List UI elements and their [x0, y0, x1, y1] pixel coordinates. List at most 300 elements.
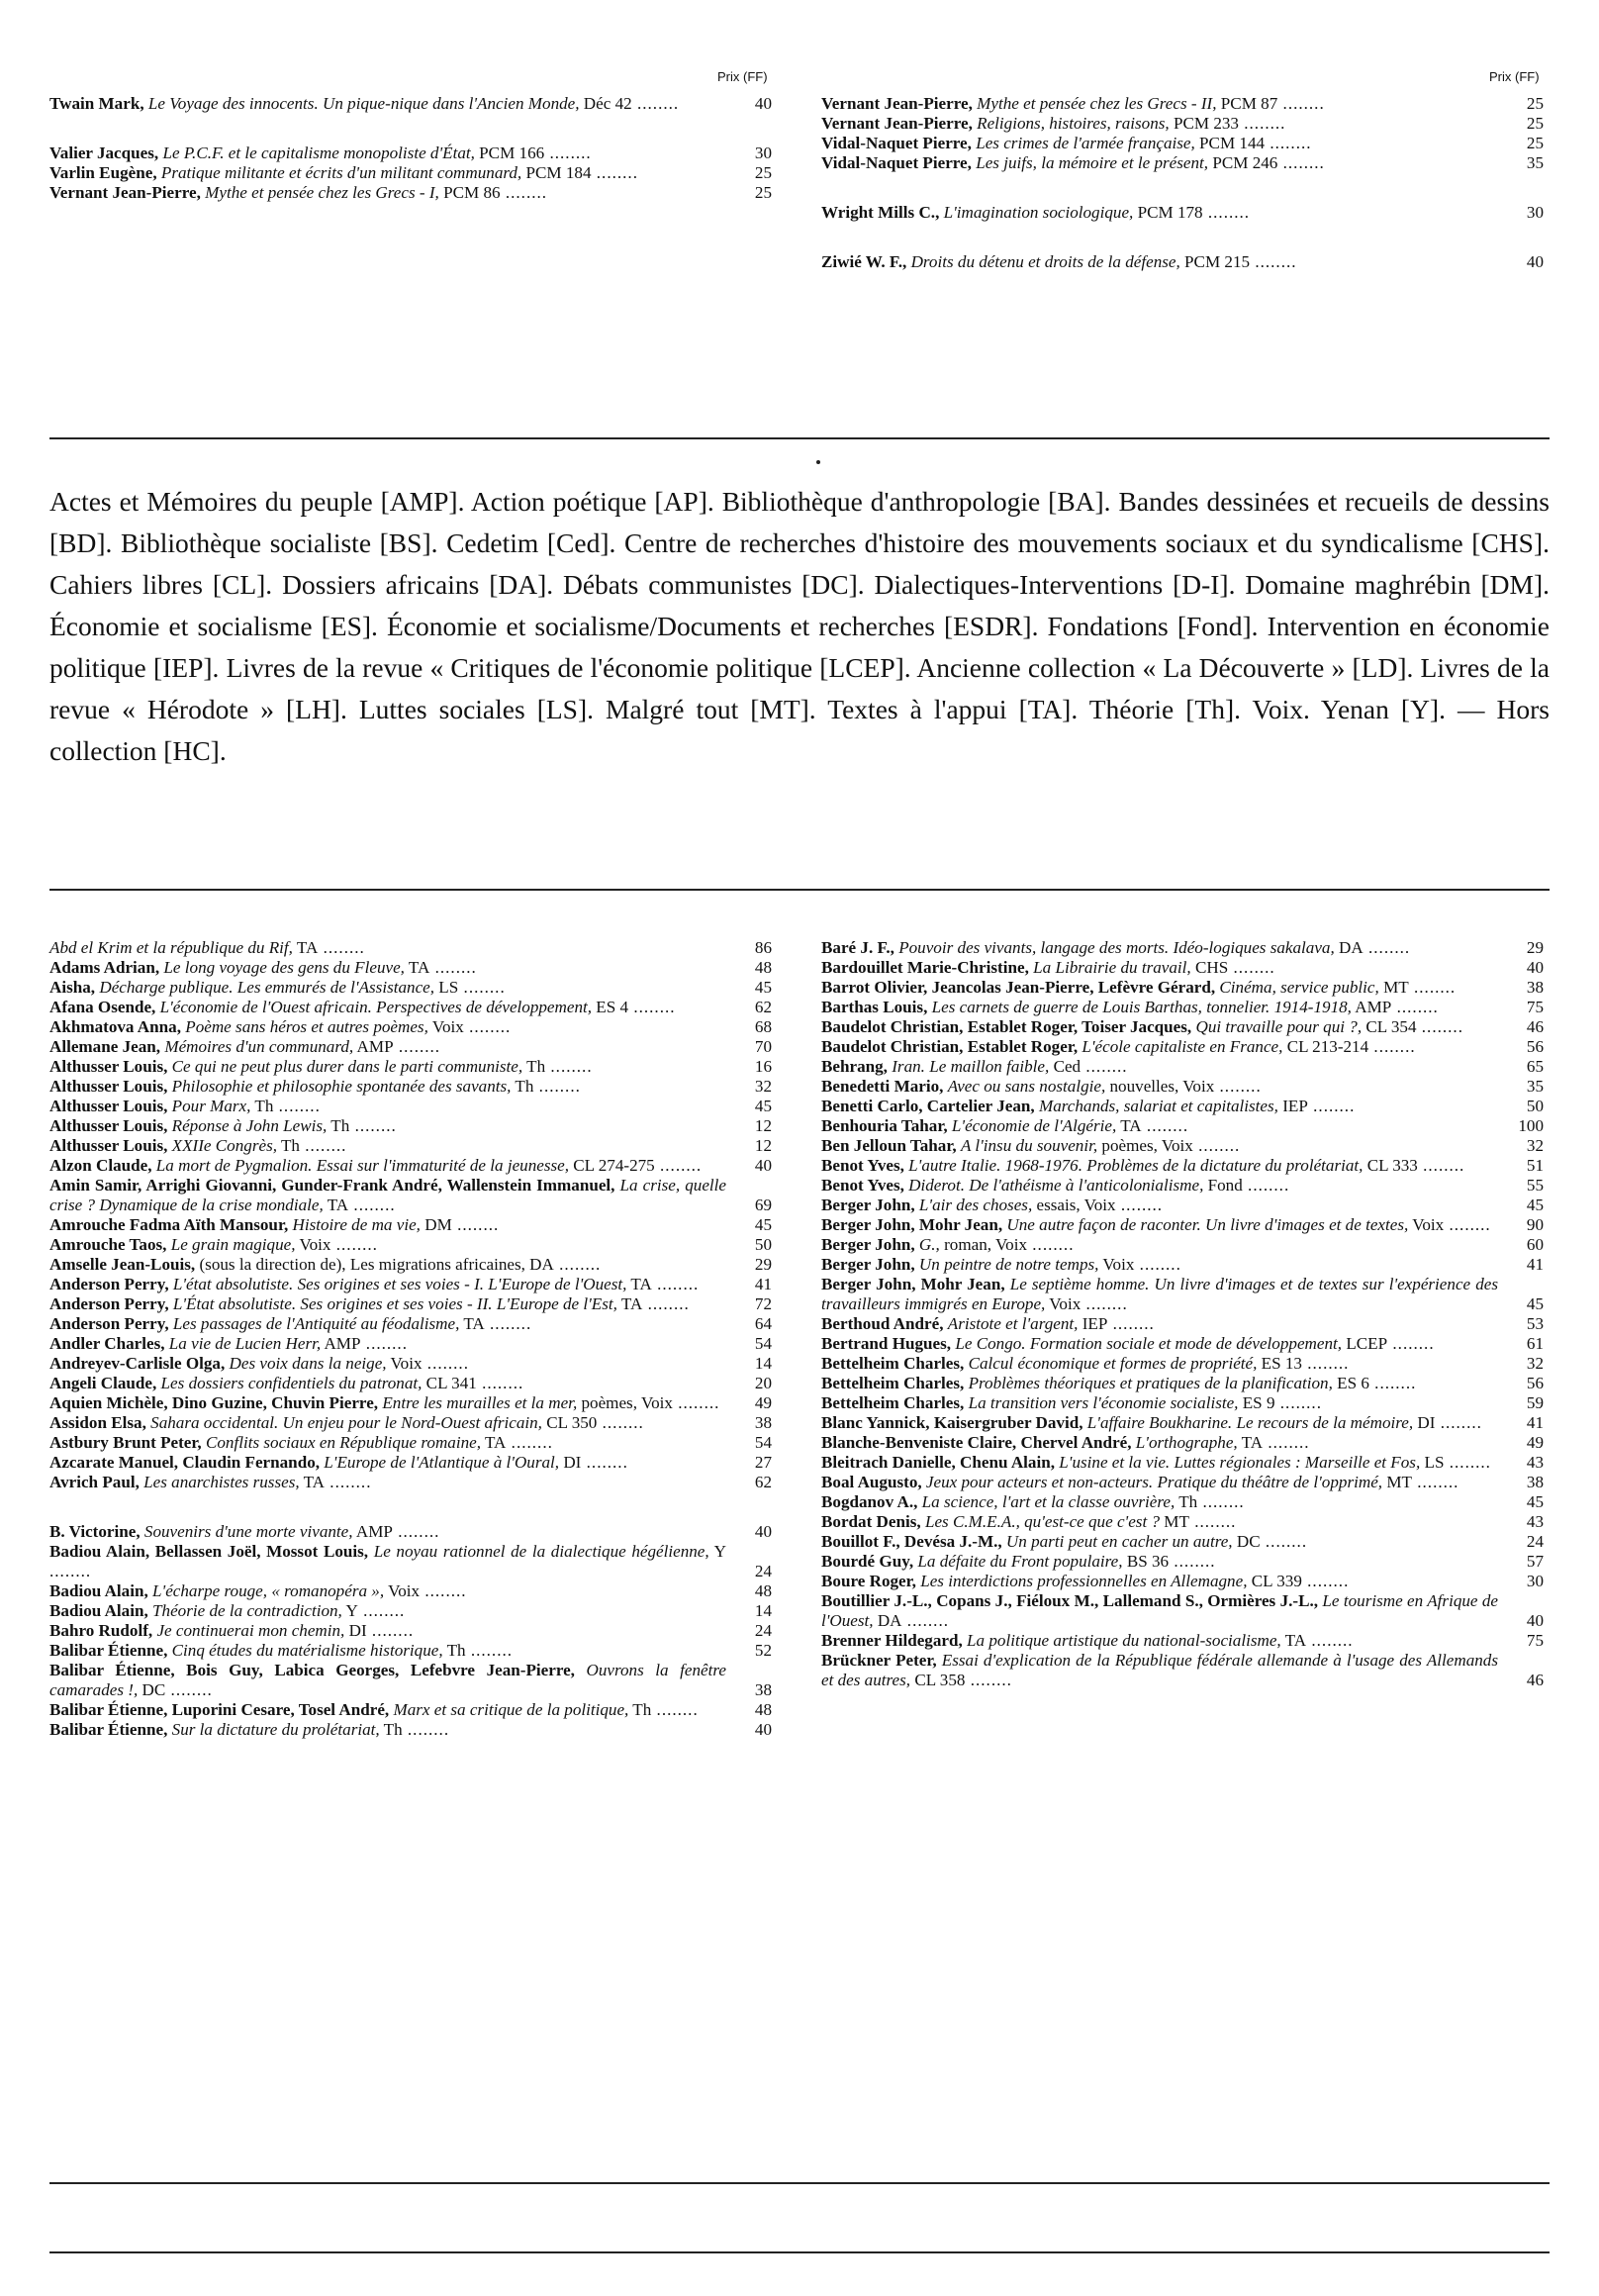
leader-dots: ........ [1391, 998, 1439, 1016]
entry-collection: Voix [384, 1581, 421, 1600]
catalog-entry [821, 203, 1544, 223]
catalog-entry [821, 1314, 1544, 1334]
entry-title: L'école capitaliste en France, [1082, 1037, 1283, 1056]
catalog-entry [821, 1453, 1544, 1473]
leader-dots: ........ [1188, 1512, 1237, 1531]
entry-text [49, 1097, 726, 1116]
entry-author: Bettelheim Charles, [821, 1354, 969, 1373]
entry-title: Pouvoir des vivants, langage des morts. Idéo-logiques sakalava, [898, 938, 1335, 957]
catalog-entry [821, 1651, 1544, 1690]
entry-text [821, 978, 1498, 998]
entry-title: Les juifs, la mémoire et le présent, [976, 153, 1209, 172]
entry-collection: PCM 246 [1208, 153, 1278, 172]
section-gap [821, 223, 1544, 252]
entry-collection: Voix [1045, 1294, 1082, 1313]
catalog-entry [821, 1433, 1544, 1453]
entry-author: Twain Mark, [49, 94, 148, 113]
leader-dots: ........ [348, 1196, 396, 1214]
leader-dots: ........ [1368, 1374, 1417, 1392]
entry-text [821, 1651, 1498, 1690]
leader-dots: ........ [672, 1393, 720, 1412]
entry-title: Les crimes de l'armée française, [976, 134, 1195, 152]
entry-text [821, 1116, 1498, 1136]
entry-author: Berthoud André, [821, 1314, 948, 1333]
entry-title: La Librairie du travail, [1033, 958, 1191, 977]
entry-text [49, 1393, 726, 1413]
entry-text [821, 1314, 1498, 1334]
leader-dots: ........ [325, 1473, 372, 1491]
entry-collection: Voix [427, 1017, 464, 1036]
leader-dots: ........ [465, 1641, 514, 1660]
entry-price: 41 [1526, 1413, 1544, 1432]
leader-dots: ........ [1368, 1037, 1416, 1056]
entry-author: Bardouillet Marie-Christine, [821, 958, 1034, 977]
entry-author: Astbury Brunt Peter, [49, 1433, 206, 1452]
entry-title: Problèmes théoriques et pratiques de la planification, [968, 1374, 1333, 1392]
entry-title: Le noyau rationnel de la dialectique hégélienne, [373, 1542, 709, 1561]
entry-title: Le Voyage des innocents. Un pique-nique dans l'Ancien Monde, [147, 94, 580, 113]
entry-text [49, 1077, 726, 1097]
entry-title: Les anarchistes russes, [143, 1473, 300, 1491]
section-gap [49, 114, 772, 144]
entry-text [49, 1136, 726, 1156]
entry-price: 48 [754, 1700, 772, 1719]
catalog-entry [49, 1077, 772, 1097]
catalog-entry [49, 1057, 772, 1077]
entry-price: 62 [754, 998, 772, 1016]
entry-collection: MT [1382, 1473, 1412, 1491]
entry-title: Pour Marx, [171, 1097, 251, 1115]
entry-collection: TA [1237, 1433, 1264, 1452]
entry-title: Le Congo. Formation sociale et mode de développement, [955, 1334, 1343, 1353]
entry-title: Avec ou sans nostalgie, [947, 1077, 1106, 1096]
leader-dots: ........ [299, 1136, 347, 1155]
entry-text [821, 1215, 1498, 1235]
entry-price: 48 [754, 958, 772, 977]
leader-dots: ........ [1435, 1413, 1482, 1432]
catalog-entry [49, 1215, 772, 1235]
leader-dots: ........ [1301, 1354, 1350, 1373]
entry-collection: Th [511, 1077, 534, 1096]
entry-price: 16 [754, 1057, 772, 1076]
leader-dots: ........ [1277, 94, 1325, 113]
entry-title: L'orthographe, [1135, 1433, 1238, 1452]
entry-title: Aristote et l'argent, [947, 1314, 1079, 1333]
entry-collection: PCM 178 [1133, 203, 1203, 222]
entry-title: Cinéma, service public, [1219, 978, 1379, 997]
entry-text [821, 1591, 1498, 1631]
entry-price: 45 [754, 978, 772, 997]
entry-text [49, 1176, 726, 1215]
divider-top [49, 437, 1550, 439]
leader-dots: ........ [422, 1354, 469, 1373]
entry-collection: AMP [321, 1334, 361, 1353]
entry-collection: Voix [295, 1235, 331, 1254]
entry-author: Balibar Étienne, [49, 1720, 172, 1739]
entry-title: La transition vers l'économie socialiste, [968, 1393, 1239, 1412]
catalog-entry [821, 978, 1544, 998]
leader-dots: ........ [651, 1275, 700, 1293]
entry-price: 25 [1526, 114, 1544, 133]
entry-text [49, 1433, 726, 1453]
entry-collection: Voix [386, 1354, 423, 1373]
entry-collection: DA [873, 1611, 902, 1630]
top-right-column [821, 94, 1544, 272]
entry-author: Balibar Étienne, Bois Guy, Labica Georges, Lefebvre Jean-Pierre, [49, 1661, 587, 1679]
entry-text [821, 1334, 1498, 1354]
catalog-entry [49, 1393, 772, 1413]
entry-price: 53 [1526, 1314, 1544, 1333]
leader-dots: ........ [628, 998, 676, 1016]
entry-text [49, 94, 726, 114]
entry-title: La vie de Lucien Herr, [168, 1334, 322, 1353]
entry-title: L'Europe de l'Atlantique à l'Oural, [324, 1453, 560, 1472]
entry-author: Andreyev-Carlisle Olga, [49, 1354, 230, 1373]
entry-title: Pratique militante et écrits d'un militant communard, [160, 163, 522, 182]
entry-text [821, 1255, 1498, 1275]
entry-title: Les carnets de guerre de Louis Barthas, tonnelier. 1914-1918, [931, 998, 1352, 1016]
entry-collection: IEP [1078, 1314, 1108, 1333]
entry-price: 41 [754, 1275, 772, 1293]
entry-author: Berger John, [821, 1235, 919, 1254]
entry-text [821, 1413, 1498, 1433]
entry-collection: PCM 166 [474, 144, 545, 162]
entry-author: Aisha, [49, 978, 100, 997]
entry-price: 38 [1526, 1473, 1544, 1491]
entry-collection: Ced [1049, 1057, 1082, 1076]
entry-price: 54 [754, 1433, 772, 1452]
entry-text [821, 1492, 1498, 1512]
entry-price: 12 [754, 1136, 772, 1155]
entry-collection: CL 350 [541, 1413, 598, 1432]
entry-text [49, 1294, 726, 1314]
catalog-entry [49, 1116, 772, 1136]
entry-text [49, 958, 726, 978]
entry-price: 25 [754, 183, 772, 202]
entry-title: Histoire de ma vie, [292, 1215, 421, 1234]
leader-dots: ........ [429, 958, 477, 977]
catalog-entry [821, 1176, 1544, 1196]
entry-text [821, 153, 1498, 173]
entry-title: Droits du détenu et droits de la défense, [910, 252, 1180, 271]
entry-text [49, 1661, 726, 1700]
entry-price: 29 [754, 1255, 772, 1274]
entry-collection: essais, Voix [1032, 1196, 1116, 1214]
leader-dots: ........ [1134, 1255, 1181, 1274]
entry-collection: Voix [1098, 1255, 1135, 1274]
leader-dots: ........ [1141, 1116, 1189, 1135]
entry-price: 30 [1526, 203, 1544, 222]
entry-title: Réponse à John Lewis, [171, 1116, 328, 1135]
entry-text [49, 163, 726, 183]
entry-price: 90 [1526, 1215, 1544, 1234]
catalog-entry [49, 163, 772, 183]
entry-collection: PCM 86 [438, 183, 501, 202]
leader-dots: ........ [1301, 1572, 1350, 1590]
entry-author: Akhmatova Anna, [49, 1017, 186, 1036]
entry-text [49, 1453, 726, 1473]
entry-title: Ouvrons la fenêtre camarades !, [49, 1661, 726, 1699]
entry-collection: poèmes, Voix [577, 1393, 673, 1412]
entry-text [821, 1156, 1498, 1176]
leader-dots: ........ [1202, 203, 1251, 222]
entry-price: 30 [1526, 1572, 1544, 1590]
entry-title: Essai d'explication de la République fédérale allemande à l'usage des Allemands et des autres, [821, 1651, 1499, 1689]
catalog-entry [821, 134, 1544, 153]
entry-author: Berger John, [821, 1255, 919, 1274]
entry-text [821, 1354, 1498, 1374]
entry-author: Berger John, [821, 1196, 919, 1214]
entry-author: Barrot Olivier, Jeancolas Jean-Pierre, Lefèvre Gérard, [821, 978, 1220, 997]
entry-title: Mémoires d'un communard, [164, 1037, 354, 1056]
entry-price: 62 [754, 1473, 772, 1491]
entry-price: 40 [1526, 958, 1544, 977]
catalog-entry [49, 1334, 772, 1354]
entry-price: 59 [1526, 1393, 1544, 1412]
leader-dots: ........ [1107, 1314, 1155, 1333]
leader-dots: ........ [1263, 1433, 1310, 1452]
entry-author: Balibar Étienne, Luporini Cesare, Tosel André, [49, 1700, 394, 1719]
entry-author: Amselle Jean-Louis, [49, 1255, 200, 1274]
catalog-entry [821, 1017, 1544, 1037]
catalog-entry [49, 1037, 772, 1057]
entry-price: 100 [1518, 1116, 1544, 1135]
leader-dots: ........ [1192, 1136, 1241, 1155]
entry-author: Althusser Louis, [49, 1077, 172, 1096]
entry-title: XXIIe Congrès, [171, 1136, 277, 1155]
entry-author: Bourdé Guy, [821, 1552, 918, 1571]
catalog-entry [821, 1393, 1544, 1413]
entry-text [821, 1453, 1498, 1473]
catalog-entry [49, 1314, 772, 1334]
leader-dots: ........ [1027, 1235, 1075, 1254]
leader-dots: ........ [1277, 153, 1325, 172]
catalog-entry [49, 1700, 772, 1720]
entry-text [821, 998, 1498, 1017]
entry-author: Boure Roger, [821, 1572, 921, 1590]
entry-collection: CL 354 [1362, 1017, 1417, 1036]
entry-text [821, 1512, 1498, 1532]
main-right-column [821, 938, 1544, 1690]
catalog-entry [49, 998, 772, 1017]
leader-dots: ........ [1265, 134, 1312, 152]
entry-author: Benetti Carlo, Cartelier Jean, [821, 1097, 1039, 1115]
entry-title: L'autre Italie. 1968-1976. Problèmes de la dictature du prolétariat, [908, 1156, 1364, 1175]
entry-collection: Th [327, 1116, 350, 1135]
entry-collection: TA [1116, 1116, 1142, 1135]
entry-title: A l'insu du souvenir, [960, 1136, 1098, 1155]
entry-price: 48 [754, 1581, 772, 1600]
entry-author: Balibar Étienne, [49, 1641, 172, 1660]
catalog-entry [821, 1156, 1544, 1176]
entry-collection: TA [481, 1433, 507, 1452]
entry-title: L'écharpe rouge, « romanopéra », [152, 1581, 385, 1600]
entry-collection: TA [404, 958, 430, 977]
entry-price: 41 [1526, 1255, 1544, 1274]
catalog-entry [49, 1661, 772, 1700]
entry-author: Vernant Jean-Pierre, [821, 94, 978, 113]
catalog-entry [821, 1037, 1544, 1057]
entry-title: La mort de Pygmalion. Essai sur l'immaturité de la jeunesse, [155, 1156, 569, 1175]
entry-text [821, 1374, 1498, 1393]
entry-author: Brenner Hildegard, [821, 1631, 968, 1650]
top-left-column [49, 94, 772, 203]
entry-author: Andler Charles, [49, 1334, 169, 1353]
entry-title: Abd el Krim et la république du Rif, [49, 938, 293, 957]
entry-price: 55 [1526, 1176, 1544, 1195]
entry-text [49, 1215, 726, 1235]
entry-price: 27 [754, 1453, 772, 1472]
leader-dots: ........ [165, 1680, 213, 1699]
entry-collection: PCM 233 [1169, 114, 1239, 133]
catalog-entry [821, 1631, 1544, 1651]
entry-title: Cinq études du matérialisme historique, [171, 1641, 443, 1660]
entry-author: Boutillier J.-L., Copans J., Fiéloux M., Lallemand S., Ormières J.-L., [821, 1591, 1323, 1610]
leader-dots: ........ [1242, 1176, 1290, 1195]
entry-text [821, 1433, 1498, 1453]
entry-collection: ES 9 [1238, 1393, 1275, 1412]
entry-collection: Th [1175, 1492, 1198, 1511]
entry-price: 43 [1526, 1512, 1544, 1531]
leader-dots: ........ [451, 1215, 500, 1234]
entry-collection: CL 333 [1363, 1156, 1418, 1175]
entry-title: L'air des choses, [918, 1196, 1033, 1214]
leader-dots: ........ [545, 1057, 593, 1076]
entry-price: 40 [754, 1720, 772, 1739]
entry-text [821, 1037, 1498, 1057]
entry-collection: CHS [1190, 958, 1229, 977]
entry-collection: AMP [352, 1522, 393, 1541]
entry-collection: CL 358 [910, 1671, 966, 1689]
catalog-entry [49, 1473, 772, 1492]
entry-price: 32 [1526, 1354, 1544, 1373]
entry-author: Vernant Jean-Pierre, [821, 114, 978, 133]
catalog-entry [49, 1255, 772, 1275]
entry-title: Sahara occidental. Un enjeu pour le Nord-Ouest africain, [150, 1413, 542, 1432]
entry-price: 38 [1526, 978, 1544, 997]
leader-dots: ........ [360, 1334, 408, 1353]
entry-title: Jeux pour acteurs et non-acteurs. Pratique du théâtre de l'opprimé, [925, 1473, 1383, 1491]
leader-dots: ........ [500, 183, 548, 202]
divider-footer [49, 2251, 1550, 2253]
entry-title: Théorie de la contradiction, [152, 1601, 342, 1620]
entry-author: Anderson Perry, [49, 1275, 173, 1293]
entry-text [49, 1473, 726, 1492]
leader-dots: ........ [392, 1522, 440, 1541]
entry-title: Les passages de l'Antiquité au féodalisme, [172, 1314, 460, 1333]
divider-middle [49, 889, 1550, 891]
entry-collection: TA [1280, 1631, 1307, 1650]
catalog-entry [49, 1097, 772, 1116]
entry-title: Sur la dictature du prolétariat, [171, 1720, 380, 1739]
entry-collection: roman, Voix [939, 1235, 1027, 1254]
leader-dots: ........ [1228, 958, 1275, 977]
catalog-entry [49, 1542, 772, 1581]
entry-price: 68 [754, 1017, 772, 1036]
entry-price: 35 [1526, 1077, 1544, 1096]
entry-author: Afana Osende, [49, 998, 160, 1016]
entry-title: La défaite du Front populaire, [917, 1552, 1123, 1571]
entry-author: Althusser Louis, [49, 1097, 172, 1115]
entry-title: Mythe et pensée chez les Grecs - I, [205, 183, 439, 202]
entry-price: 49 [1526, 1433, 1544, 1452]
entry-price: 50 [754, 1235, 772, 1254]
entry-author: Althusser Louis, [49, 1116, 172, 1135]
leader-dots: ........ [1387, 1334, 1435, 1353]
entry-text [821, 252, 1498, 272]
entry-author: Valier Jacques, [49, 144, 163, 162]
entry-author: Adams Adrian, [49, 958, 164, 977]
entry-collection: PCM 87 [1216, 94, 1278, 113]
leader-dots: ........ [591, 163, 638, 182]
entry-title: La science, l'art et la classe ouvrière, [921, 1492, 1176, 1511]
entry-price: 86 [754, 938, 772, 957]
entry-price: 29 [1526, 938, 1544, 957]
entry-collection: DC [138, 1680, 166, 1699]
entry-price: 65 [1526, 1057, 1544, 1076]
entry-author: Althusser Louis, [49, 1057, 172, 1076]
entry-author: Blanche-Benveniste Claire, Chervel André, [821, 1433, 1136, 1452]
leader-dots: ........ [631, 94, 680, 113]
entry-author: Badiou Alain, Bellassen Joël, Mossot Louis, [49, 1542, 374, 1561]
entry-title: Le tourisme en Afrique de l'Ouest, [821, 1591, 1498, 1630]
entry-author: Badiou Alain, [49, 1601, 153, 1620]
entry-collection: DI [344, 1621, 367, 1640]
entry-collection: Fond [1203, 1176, 1243, 1195]
entry-price: 14 [754, 1354, 772, 1373]
catalog-entry [49, 1621, 772, 1641]
entry-price: 64 [754, 1314, 772, 1333]
entry-title: L'économie de l'Ouest africain. Perspectives de développement, [159, 998, 593, 1016]
entry-price: 24 [754, 1562, 772, 1580]
entry-title: L'imagination sociologique, [943, 203, 1134, 222]
leader-dots: ........ [1444, 1215, 1491, 1234]
catalog-entry [821, 94, 1544, 114]
entry-collection: DI [1413, 1413, 1436, 1432]
leader-dots: ........ [366, 1621, 415, 1640]
leader-dots: ........ [49, 1562, 92, 1580]
entry-price: 50 [1526, 1097, 1544, 1115]
entry-price: 72 [754, 1294, 772, 1313]
entry-title: Religions, histoires, raisons, [977, 114, 1170, 133]
catalog-entry [821, 1275, 1544, 1314]
leader-dots: ........ [544, 144, 592, 162]
entry-price: 32 [1526, 1136, 1544, 1155]
entry-collection: LS [434, 978, 459, 997]
entry-author: Allemane Jean, [49, 1037, 165, 1056]
leader-dots: ........ [463, 1017, 512, 1036]
entry-collection: CL 274-275 [569, 1156, 655, 1175]
entry-collection: CL 213-214 [1282, 1037, 1369, 1056]
entry-price: 38 [754, 1680, 772, 1699]
entry-collection: PCM 144 [1194, 134, 1266, 152]
entry-title: Le P.C.F. et le capitalisme monopoliste d'État, [162, 144, 475, 162]
entry-text [49, 1334, 726, 1354]
catalog-entry [821, 998, 1544, 1017]
entry-collection: TA [323, 1196, 349, 1214]
entry-author: Benot Yves, [821, 1156, 909, 1175]
catalog-entry [49, 1453, 772, 1473]
catalog-entry [49, 1294, 772, 1314]
entry-title: La crise, quelle crise ? Dynamique de la crise mondiale, [49, 1176, 726, 1214]
leader-dots: ........ [506, 1433, 553, 1452]
entry-author: Assidon Elsa, [49, 1413, 151, 1432]
entry-author: Anderson Perry, [49, 1294, 173, 1313]
entry-author: Benhouria Tahar, [821, 1116, 952, 1135]
entry-author: Bettelheim Charles, [821, 1393, 969, 1412]
catalog-entry [821, 1255, 1544, 1275]
entry-author: Bettelheim Charles, [821, 1374, 969, 1392]
